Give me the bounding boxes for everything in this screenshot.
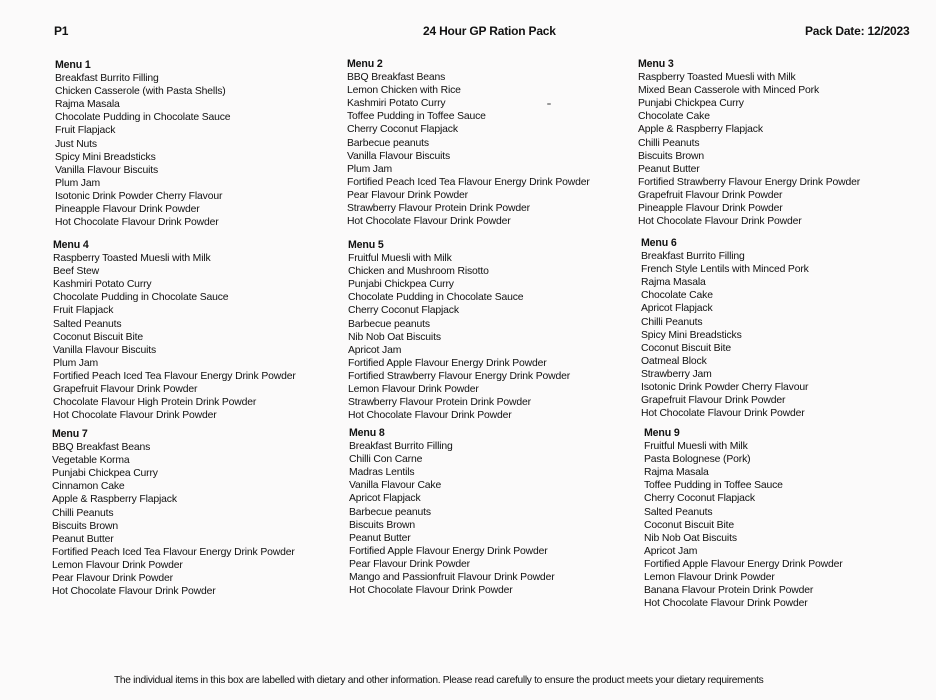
menu-item: Rajma Masala — [55, 99, 120, 111]
menu-item: Punjabi Chickpea Curry — [638, 98, 744, 110]
menu-item: Plum Jam — [53, 357, 98, 369]
menu-item: Beef Stew — [53, 266, 100, 278]
menu-item: Fortified Apple Flavour Energy Drink Powder — [644, 558, 843, 570]
menu-item: Fortified Peach Iced Tea Flavour Energy Drink Powder — [347, 176, 590, 188]
menu-item: Breakfast Burrito Filling — [349, 441, 453, 453]
menu-item: Pear Flavour Drink Powder — [349, 558, 470, 570]
menu-item: Hot Chocolate Flavour Drink Powder — [638, 216, 802, 228]
menu-item: Hot Chocolate Flavour Drink Powder — [644, 598, 808, 610]
menu-item: Grapefruit Flavour Drink Powder — [638, 189, 783, 201]
menu-item: Nib Nob Oat Biscuits — [644, 532, 737, 544]
dietary-notice: The individual items in this box are labelled with dietary and other information. Please read carefully to ensure the product meets your dietary requirements — [114, 675, 764, 686]
menu-item: Madras Lentils — [349, 467, 415, 479]
menu-title: Menu 8 — [349, 427, 385, 439]
menu-item: Isotonic Drink Powder Cherry Flavour — [55, 190, 223, 202]
menu-item: Spicy Mini Breadsticks — [55, 151, 156, 163]
menu-item: Pear Flavour Drink Powder — [52, 573, 173, 585]
menu-item: Nib Nob Oat Biscuits — [348, 331, 441, 343]
menu-item: Cherry Coconut Flapjack — [348, 305, 459, 317]
menu-item: Coconut Biscuit Bite — [644, 519, 734, 531]
menu-block — [55, 59, 345, 229]
menu-item: Plum Jam — [55, 177, 100, 189]
menu-item: Chilli Peanuts — [52, 507, 114, 519]
menu-item: Apricot Flapjack — [641, 303, 713, 315]
menu-item: Apricot Jam — [348, 344, 402, 356]
menu-item: Spicy Mini Breadsticks — [641, 329, 742, 341]
menu-item: Lemon Flavour Drink Powder — [644, 572, 775, 584]
menu-item: Fortified Apple Flavour Energy Drink Powder — [349, 545, 548, 557]
menu-item: Apple & Raspberry Flapjack — [52, 494, 177, 506]
menu-item: Pineapple Flavour Drink Powder — [55, 204, 200, 216]
menu-item: Breakfast Burrito Filling — [641, 251, 745, 263]
menu-item: Strawberry Flavour Protein Drink Powder — [348, 397, 531, 409]
menu-block — [641, 237, 931, 420]
menu-item: Oatmeal Block — [641, 355, 707, 367]
menu-item: Barbecue peanuts — [347, 137, 429, 149]
menu-block — [347, 58, 637, 228]
menu-item: Barbecue peanuts — [348, 318, 430, 330]
menu-title: Menu 2 — [347, 58, 383, 70]
menu-title: Menu 1 — [55, 59, 91, 71]
menu-item: Strawberry Jam — [641, 368, 712, 380]
menu-item: Kashmiri Potato Curry — [53, 279, 152, 291]
menu-item: French Style Lentils with Minced Pork — [641, 264, 809, 276]
menu-item: Vanilla Flavour Biscuits — [55, 164, 159, 176]
menu-item: Pasta Bolognese (Pork) — [644, 454, 751, 466]
menu-item: Lemon Chicken with Rice — [347, 85, 461, 97]
menu-block — [53, 239, 343, 422]
menu-title: Menu 3 — [638, 58, 674, 70]
menu-item: Fortified Strawberry Flavour Energy Drink Powder — [638, 176, 861, 188]
menu-item: Salted Peanuts — [53, 318, 122, 330]
menu-item: Chilli Con Carne — [349, 454, 423, 466]
menu-item: Fortified Peach Iced Tea Flavour Energy Drink Powder — [52, 546, 295, 558]
menu-item: Chicken and Mushroom Risotto — [348, 266, 489, 278]
menu-item: Pineapple Flavour Drink Powder — [638, 203, 783, 215]
menu-item: Fortified Apple Flavour Energy Drink Powder — [348, 357, 547, 369]
menu-item: Grapefruit Flavour Drink Powder — [641, 395, 786, 407]
print-speck — [547, 103, 551, 105]
menu-item: Just Nuts — [55, 138, 97, 150]
menu-item: Grapefruit Flavour Drink Powder — [53, 384, 198, 396]
menu-item: Kashmiri Potato Curry — [347, 98, 446, 110]
menu-item: Chilli Peanuts — [641, 316, 703, 328]
menu-item: Biscuits Brown — [349, 519, 416, 531]
menu-item: BBQ Breakfast Beans — [347, 72, 446, 84]
document-title: 24 Hour GP Ration Pack — [423, 24, 556, 38]
menu-block — [349, 427, 639, 597]
menu-item: Fruitful Muesli with Milk — [348, 253, 452, 265]
menu-title: Menu 5 — [348, 239, 384, 251]
menu-item: Coconut Biscuit Bite — [641, 342, 731, 354]
menu-item: Chilli Peanuts — [638, 137, 700, 149]
menu-item: Apple & Raspberry Flapjack — [638, 124, 763, 136]
menu-item: Strawberry Flavour Protein Drink Powder — [347, 203, 530, 215]
menu-item: Lemon Flavour Drink Powder — [348, 384, 479, 396]
menu-item: Vanilla Flavour Cake — [349, 480, 442, 492]
menu-item: Apricot Jam — [644, 545, 698, 557]
menu-item: Peanut Butter — [638, 163, 700, 175]
menu-item: Hot Chocolate Flavour Drink Powder — [53, 410, 217, 422]
menu-block — [644, 427, 934, 610]
menu-item: Mango and Passionfruit Flavour Drink Powder — [349, 572, 555, 584]
menu-item: Lemon Flavour Drink Powder — [52, 559, 183, 571]
menu-item: Hot Chocolate Flavour Drink Powder — [347, 216, 511, 228]
menu-item: Hot Chocolate Flavour Drink Powder — [641, 408, 805, 420]
menu-item: Mixed Bean Casserole with Minced Pork — [638, 85, 819, 97]
menu-item: Rajma Masala — [641, 277, 706, 289]
menu-item: Raspberry Toasted Muesli with Milk — [638, 72, 796, 84]
menu-item: Coconut Biscuit Bite — [53, 331, 143, 343]
page-code: P1 — [54, 24, 69, 38]
menu-item: Hot Chocolate Flavour Drink Powder — [55, 217, 219, 229]
menu-item: Isotonic Drink Powder Cherry Flavour — [641, 382, 809, 394]
menu-item: Peanut Butter — [52, 533, 114, 545]
menu-item: Fortified Strawberry Flavour Energy Drink Powder — [348, 370, 571, 382]
menu-block — [638, 58, 928, 228]
menu-item: Hot Chocolate Flavour Drink Powder — [349, 585, 513, 597]
menu-block — [52, 428, 342, 598]
menu-item: Punjabi Chickpea Curry — [52, 468, 158, 480]
menu-item: Fortified Peach Iced Tea Flavour Energy Drink Powder — [53, 370, 296, 382]
menu-item: Cherry Coconut Flapjack — [644, 493, 755, 505]
menu-item: Peanut Butter — [349, 532, 411, 544]
menu-item: Salted Peanuts — [644, 506, 713, 518]
pack-date: Pack Date: 12/2023 — [805, 24, 910, 38]
menu-item: Barbecue peanuts — [349, 506, 431, 518]
menu-item: Chocolate Pudding in Chocolate Sauce — [348, 292, 524, 304]
menu-item: Chocolate Pudding in Chocolate Sauce — [53, 292, 229, 304]
menu-item: Chocolate Flavour High Protein Drink Powder — [53, 397, 257, 409]
menu-item: Apricot Flapjack — [349, 493, 421, 505]
menu-item: BBQ Breakfast Beans — [52, 442, 151, 454]
menu-item: Vegetable Korma — [52, 455, 130, 467]
menu-item: Toffee Pudding in Toffee Sauce — [644, 480, 783, 492]
menu-item: Biscuits Brown — [638, 150, 705, 162]
menu-item: Hot Chocolate Flavour Drink Powder — [348, 410, 512, 422]
menu-title: Menu 4 — [53, 239, 89, 251]
menu-item: Chocolate Pudding in Chocolate Sauce — [55, 112, 231, 124]
menu-title: Menu 6 — [641, 237, 677, 249]
menu-item: Fruit Flapjack — [55, 125, 116, 137]
menu-title: Menu 7 — [52, 428, 88, 440]
menu-item: Plum Jam — [347, 163, 392, 175]
menu-item: Chocolate Cake — [638, 111, 710, 123]
menu-title: Menu 9 — [644, 427, 680, 439]
menu-item: Cinnamon Cake — [52, 481, 125, 493]
menu-item: Vanilla Flavour Biscuits — [347, 150, 451, 162]
menu-item: Fruit Flapjack — [53, 305, 114, 317]
menu-item: Vanilla Flavour Biscuits — [53, 344, 157, 356]
menu-item: Hot Chocolate Flavour Drink Powder — [52, 586, 216, 598]
menu-item: Pear Flavour Drink Powder — [347, 189, 468, 201]
menu-block — [348, 239, 638, 422]
menu-item: Raspberry Toasted Muesli with Milk — [53, 253, 211, 265]
menu-item: Cherry Coconut Flapjack — [347, 124, 458, 136]
menu-item: Rajma Masala — [644, 467, 709, 479]
menu-item: Banana Flavour Protein Drink Powder — [644, 585, 814, 597]
menu-item: Fruitful Muesli with Milk — [644, 441, 748, 453]
menu-item: Chicken Casserole (with Pasta Shells) — [55, 86, 226, 98]
menu-item: Punjabi Chickpea Curry — [348, 279, 454, 291]
menu-item: Chocolate Cake — [641, 290, 713, 302]
menu-item: Breakfast Burrito Filling — [55, 73, 159, 85]
menu-item: Toffee Pudding in Toffee Sauce — [347, 111, 486, 123]
menu-item: Biscuits Brown — [52, 520, 119, 532]
